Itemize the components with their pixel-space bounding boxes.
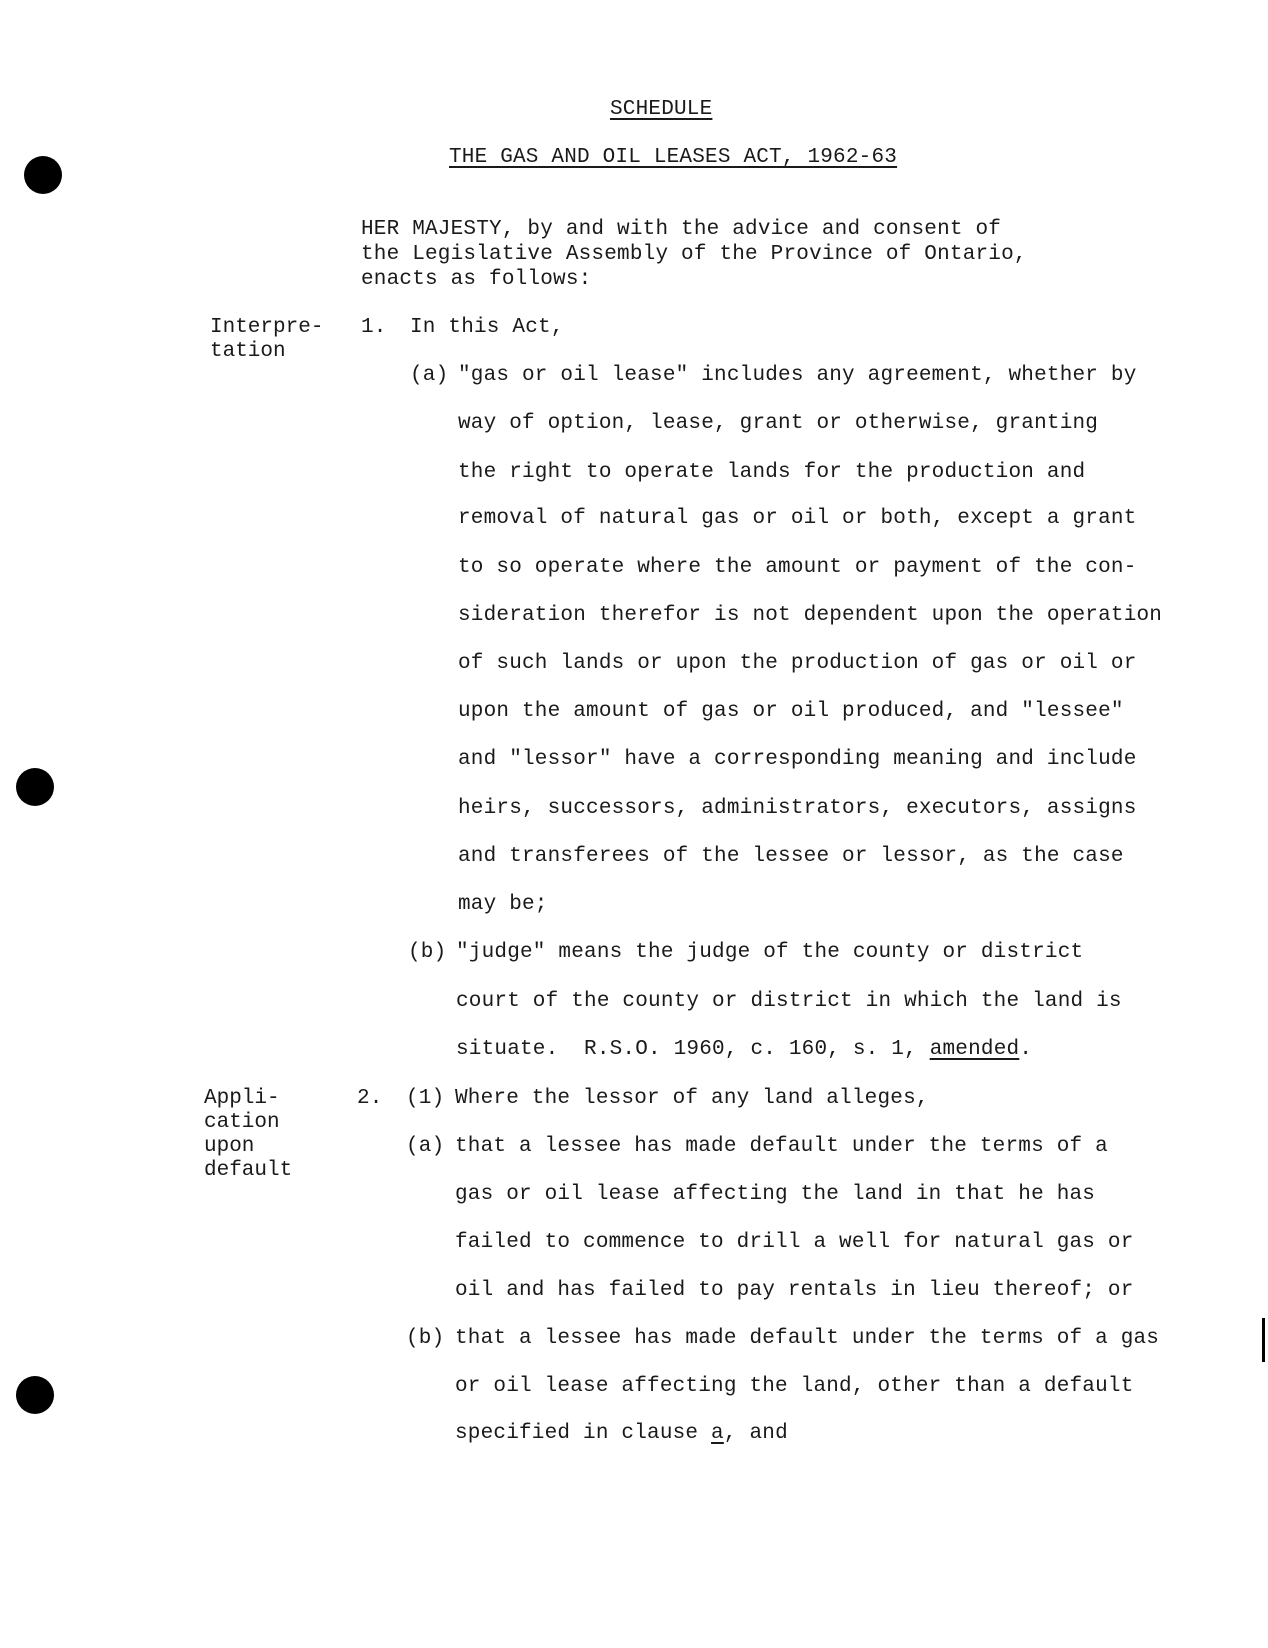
margin-note-interpretation: Interpre- (210, 316, 324, 339)
clause-line: and "lessor" have a corresponding meaning and include (458, 748, 1137, 771)
preamble-line: enacts as follows: (361, 268, 592, 291)
clause-text: specified in clause (455, 1422, 712, 1445)
clause-line: to so operate where the amount or payment of the con- (458, 556, 1137, 579)
margin-note-application: upon (204, 1135, 255, 1158)
clause-line: failed to commence to drill a well for natural gas or (455, 1231, 1134, 1254)
section-intro: Where the lessor of any land alleges, (455, 1087, 929, 1110)
clause-end: , and (723, 1422, 788, 1445)
citation-end: . (1019, 1038, 1033, 1061)
subsection-label: (1) (406, 1087, 445, 1110)
clause-label: (b) (408, 941, 447, 964)
clause-line: upon the amount of gas or oil produced, and "lessee" (458, 700, 1124, 723)
margin-note-application: Appli- (204, 1087, 280, 1110)
clause-line: heirs, successors, administrators, executors, assigns (458, 797, 1137, 820)
clause-line: removal of natural gas or oil or both, except a grant (458, 507, 1137, 530)
clause-line: court of the county or district in which the land is (456, 990, 1122, 1013)
clause-reference: a (711, 1422, 724, 1445)
margin-note-application: default (204, 1159, 293, 1182)
clause-line: the right to operate lands for the production and (458, 461, 1086, 484)
section-intro: In this Act, (410, 316, 564, 339)
clause-line: or oil lease affecting the land, other than a default (455, 1375, 1134, 1398)
preamble-line: the Legislative Assembly of the Province of Ontario, (361, 243, 1027, 266)
clause-line-citation (456, 1038, 1032, 1062)
clause-line: of such lands or upon the production of gas or oil or (458, 652, 1137, 675)
clause-line: oil and has failed to pay rentals in lieu thereof; or (455, 1279, 1134, 1302)
clause-line: "judge" means the judge of the county or district (456, 941, 1084, 964)
punch-hole-top (24, 156, 62, 194)
clause-line: way of option, lease, grant or otherwise, granting (458, 412, 1099, 435)
clause-line-last (455, 1422, 788, 1446)
clause-line: and transferees of the lessee or lessor, as the case (458, 845, 1124, 868)
margin-note-application: cation (204, 1111, 280, 1134)
section-number: 2. (357, 1087, 383, 1110)
clause-label: (a) (406, 1135, 445, 1158)
citation-text: situate. R.S.O. 1960, c. 160, s. 1, (456, 1038, 930, 1061)
amended-word: amended (929, 1038, 1020, 1061)
edge-mark (1262, 1318, 1265, 1362)
punch-hole-bottom (16, 1376, 54, 1414)
clause-line: "gas or oil lease" includes any agreement, whether by (458, 364, 1137, 387)
clause-line: that a lessee has made default under the terms of a gas (455, 1327, 1160, 1350)
clause-line: sideration therefor is not dependent upon the operation (458, 604, 1163, 627)
margin-note-interpretation: tation (210, 340, 286, 363)
act-title: THE GAS AND OIL LEASES ACT, 1962-63 (449, 146, 898, 169)
schedule-heading: SCHEDULE (610, 98, 713, 121)
clause-line: may be; (458, 893, 548, 916)
punch-hole-middle (16, 768, 54, 806)
preamble-line: HER MAJESTY, by and with the advice and consent of (361, 218, 1002, 241)
clause-line: gas or oil lease affecting the land in that he has (455, 1183, 1096, 1206)
clause-label: (b) (406, 1327, 445, 1350)
section-number: 1. (361, 316, 387, 339)
clause-line: that a lessee has made default under the terms of a (455, 1135, 1108, 1158)
clause-label: (a) (410, 364, 449, 387)
